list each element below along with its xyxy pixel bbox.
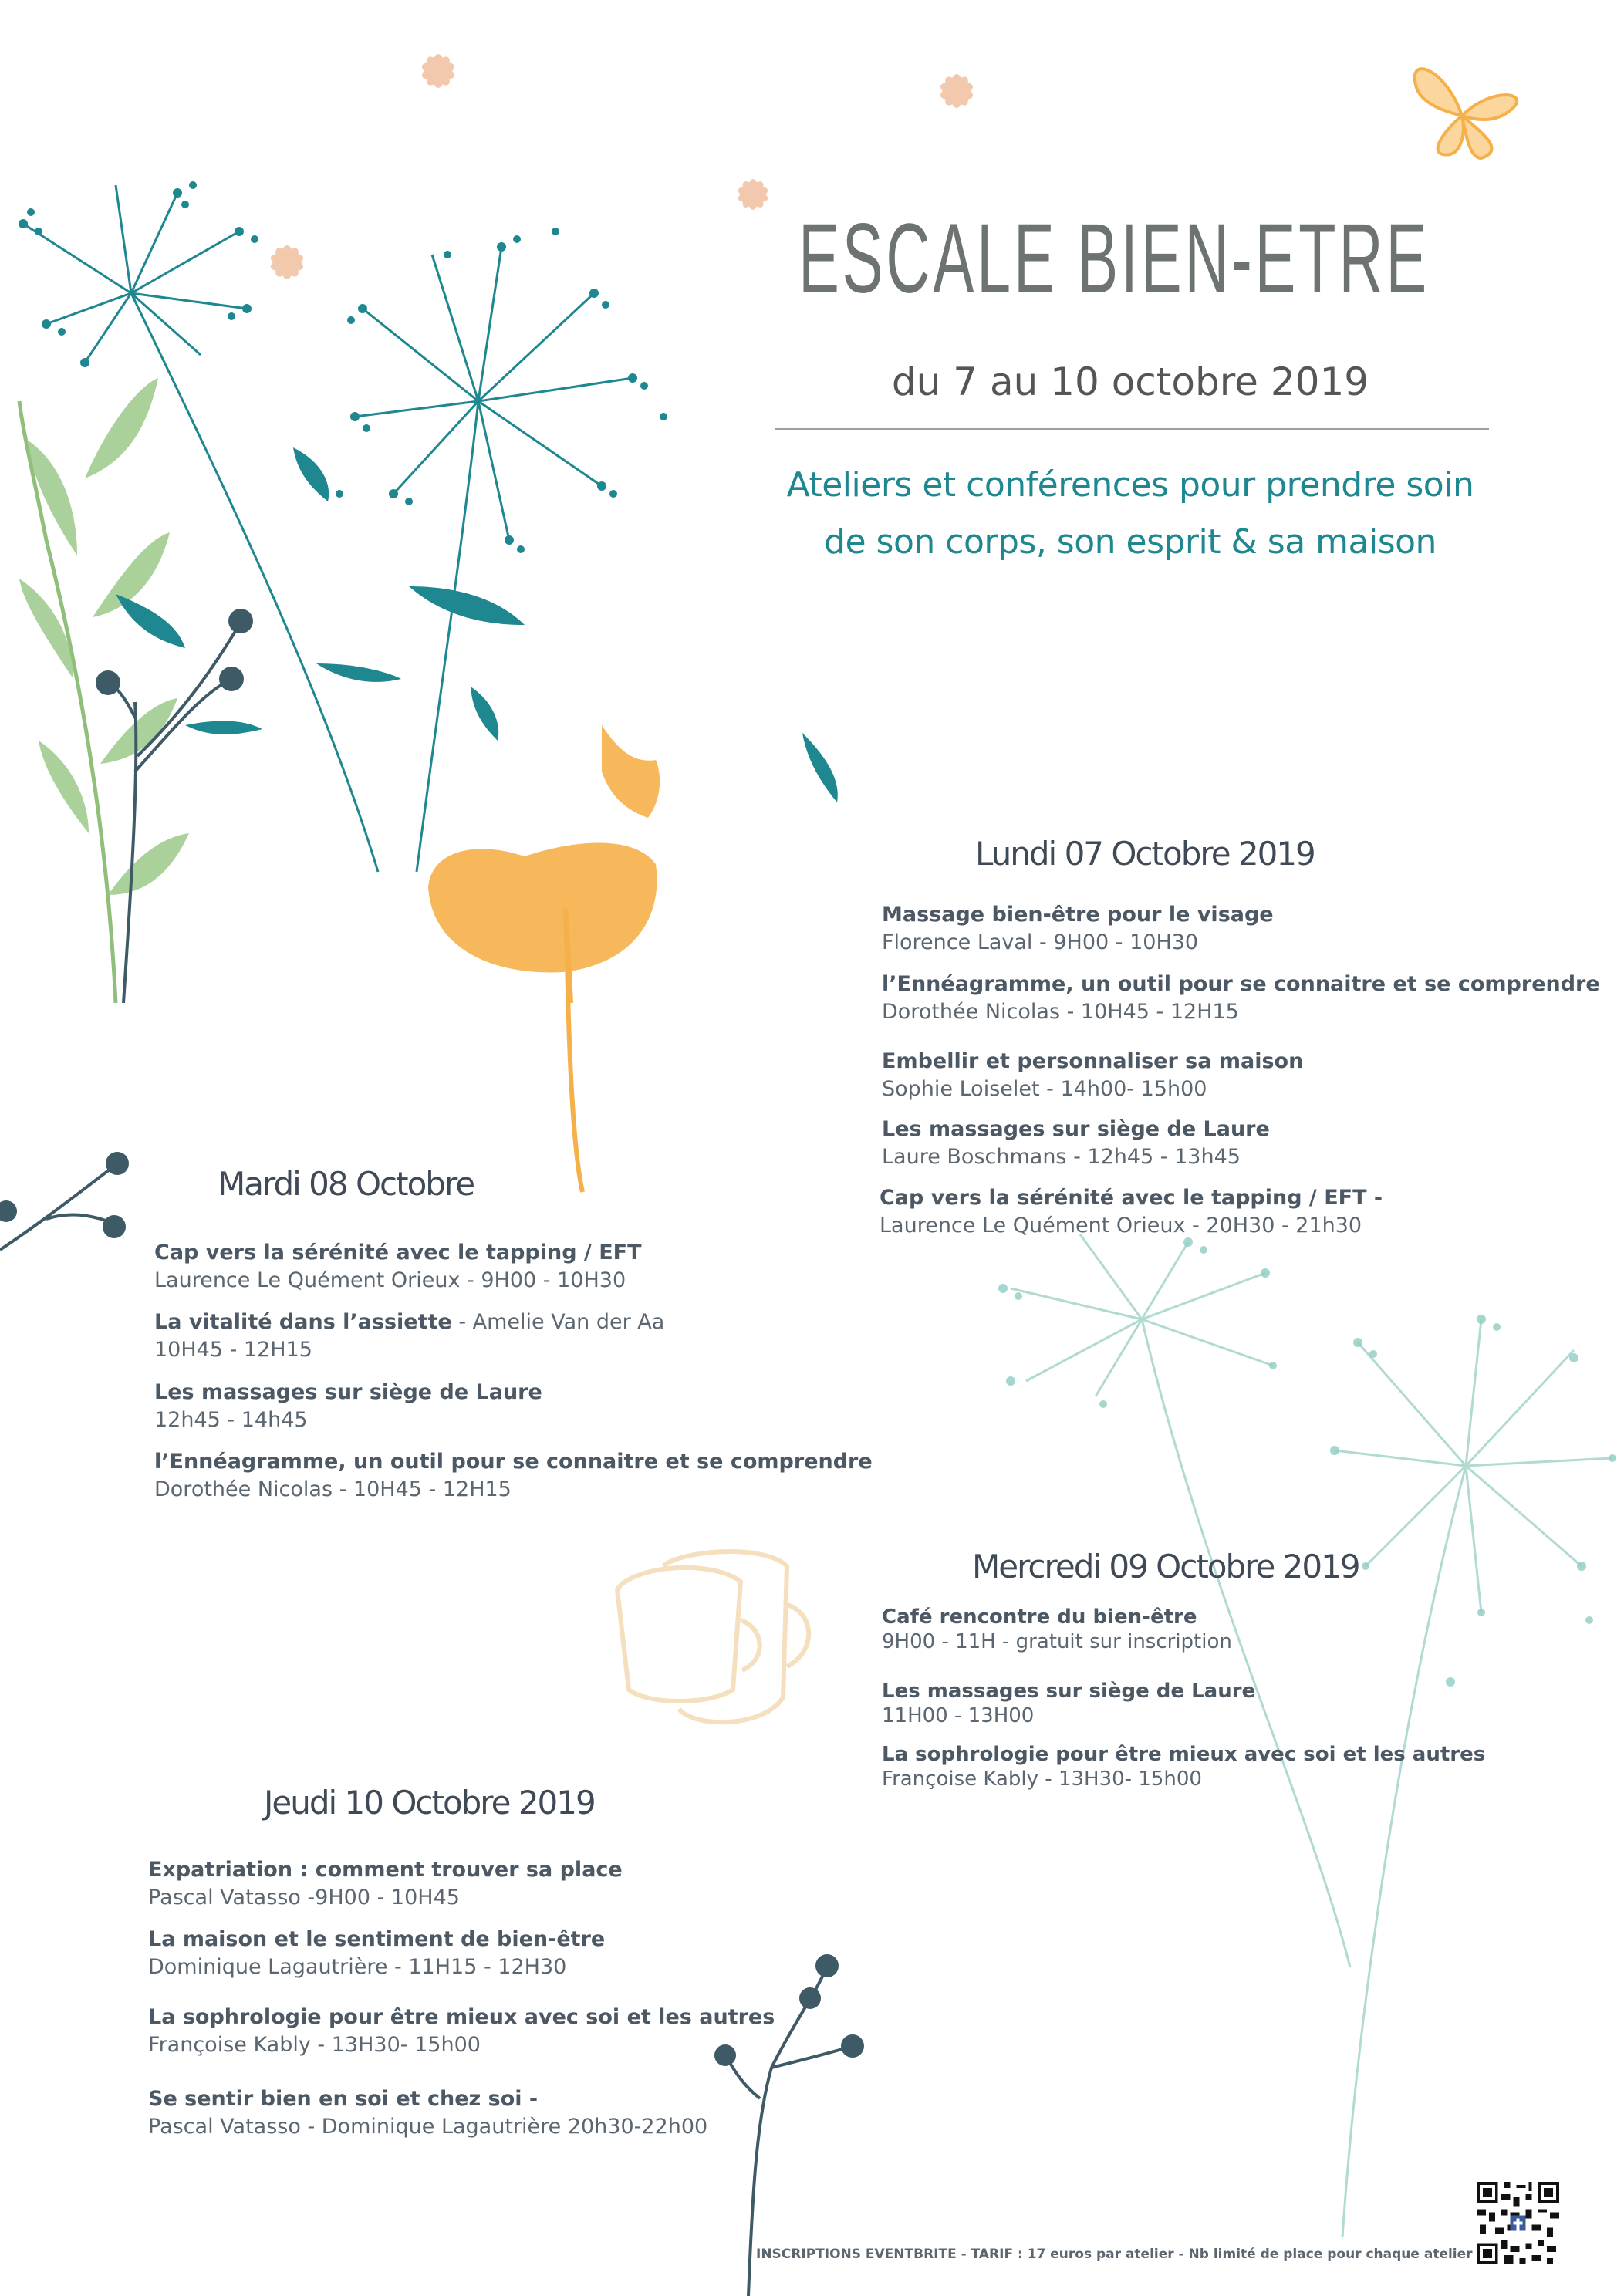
pale-umbel-icon	[1011, 1234, 1612, 2237]
session-jeudi-2	[148, 1926, 605, 1981]
session-info: Laurence Le Quément Orieux - 9H00 - 10H30	[154, 1268, 626, 1292]
header-divider	[775, 428, 1489, 430]
session-info: Pascal Vatasso - Dominique Lagautrière 20h30-22h00	[148, 2115, 708, 2139]
session-title: La maison et le sentiment de bien-être	[148, 1927, 606, 1951]
session-title: La vitalité dans l’assiette	[154, 1310, 452, 1334]
session-title: Café rencontre du bien-être	[882, 1606, 1197, 1629]
session-title: La sophrologie pour être mieux avec soi et les autres	[148, 2005, 775, 2029]
session-lundi-3	[882, 1048, 1303, 1103]
session-info: Sophie Loiselet - 14h00- 15h00	[882, 1077, 1207, 1101]
session-info: Florence Laval - 9H00 - 10H30	[882, 930, 1199, 954]
session-lundi-4	[882, 1116, 1270, 1171]
session-mercredi-1	[882, 1605, 1232, 1654]
tagline-line-2: de son corps, son esprit & sa maison	[824, 522, 1437, 562]
qr-code-icon[interactable]	[1474, 2179, 1562, 2267]
teal-leaf-icon	[116, 447, 838, 802]
teal-seed-dots	[19, 181, 667, 553]
session-title: Massage bien-être pour le visage	[882, 903, 1274, 927]
registration-footer: INSCRIPTIONS EVENTBRITE - TARIF : 17 euros par atelier - Nb limité de place pour chaque atelier	[756, 2247, 1473, 2262]
session-title: Cap vers la sérénité avec le tapping / EFT	[154, 1241, 642, 1264]
event-dates: du 7 au 10 octobre 2019	[891, 360, 1369, 404]
session-mardi-2	[154, 1308, 664, 1364]
session-lundi-2	[882, 971, 1600, 1026]
session-title: Se sentir bien en soi et chez soi -	[148, 2087, 539, 2111]
session-info: Dorothée Nicolas - 10H45 - 12H15	[882, 1000, 1239, 1024]
session-lundi-1	[882, 901, 1274, 957]
session-mardi-3	[154, 1379, 542, 1434]
butterfly-icon	[1415, 69, 1517, 158]
session-jeudi-3	[148, 2004, 775, 2059]
session-info: Dorothée Nicolas - 10H45 - 12H15	[154, 1477, 512, 1501]
teal-umbel-icon	[23, 185, 633, 872]
session-title: Cap vers la sérénité avec le tapping / EFT -	[880, 1186, 1383, 1210]
session-mardi-1	[154, 1239, 642, 1295]
session-lundi-5	[880, 1184, 1383, 1240]
tagline-line-1: Ateliers et conférences pour prendre soin	[786, 465, 1474, 505]
session-info: 12h45 - 14h45	[154, 1408, 308, 1432]
session-info: Laure Boschmans - 12h45 - 13h45	[882, 1145, 1241, 1169]
page-title: ESCALE BIEN-ETRE	[798, 204, 1430, 314]
session-title: Les massages sur siège de Laure	[154, 1380, 542, 1404]
session-title: l’Ennéagramme, un outil pour se connaitre et se comprendre	[882, 972, 1600, 996]
orange-poppy-icon	[428, 725, 660, 1192]
session-speaker: - Amelie Van der Aa	[451, 1310, 665, 1334]
day-heading-jeudi: Jeudi 10 Octobre 2019	[264, 1784, 595, 1822]
session-title: Les massages sur siège de Laure	[882, 1117, 1270, 1141]
day-heading-lundi: Lundi 07 Octobre 2019	[975, 835, 1315, 873]
session-title: l’Ennéagramme, un outil pour se connaitre et se comprendre	[154, 1450, 873, 1474]
session-mercredi-3	[882, 1742, 1485, 1791]
session-info: Laurence Le Quément Orieux - 20H30 - 21h30	[880, 1214, 1362, 1237]
session-info: Dominique Lagautrière - 11H15 - 12H30	[148, 1955, 567, 1979]
session-title: Expatriation : comment trouver sa place	[148, 1858, 623, 1882]
session-jeudi-1	[148, 1856, 623, 1912]
session-jeudi-4	[148, 2085, 707, 2141]
session-info: 9H00 - 11H - gratuit sur inscription	[882, 1630, 1232, 1653]
session-title: La sophrologie pour être mieux avec soi et les autres	[882, 1743, 1486, 1766]
tagline	[741, 457, 1520, 571]
session-info: Françoise Kably - 13H30- 15h00	[148, 2033, 481, 2057]
cup-doodle-icon	[617, 1551, 809, 1722]
session-title: Les massages sur siège de Laure	[882, 1680, 1256, 1703]
day-heading-mercredi: Mercredi 09 Octobre 2019	[972, 1548, 1359, 1585]
session-mercredi-2	[882, 1679, 1255, 1728]
session-info: Pascal Vatasso -9H00 - 10H45	[148, 1886, 460, 1909]
session-info: Françoise Kably - 13H30- 15h00	[882, 1768, 1202, 1791]
session-info: 11H00 - 13H00	[882, 1704, 1035, 1727]
session-mardi-4	[154, 1448, 873, 1504]
day-heading-mardi: Mardi 08 Octobre	[218, 1165, 474, 1203]
session-title: Embellir et personnaliser sa maison	[882, 1049, 1304, 1073]
session-info: 10H45 - 12H15	[154, 1338, 312, 1362]
